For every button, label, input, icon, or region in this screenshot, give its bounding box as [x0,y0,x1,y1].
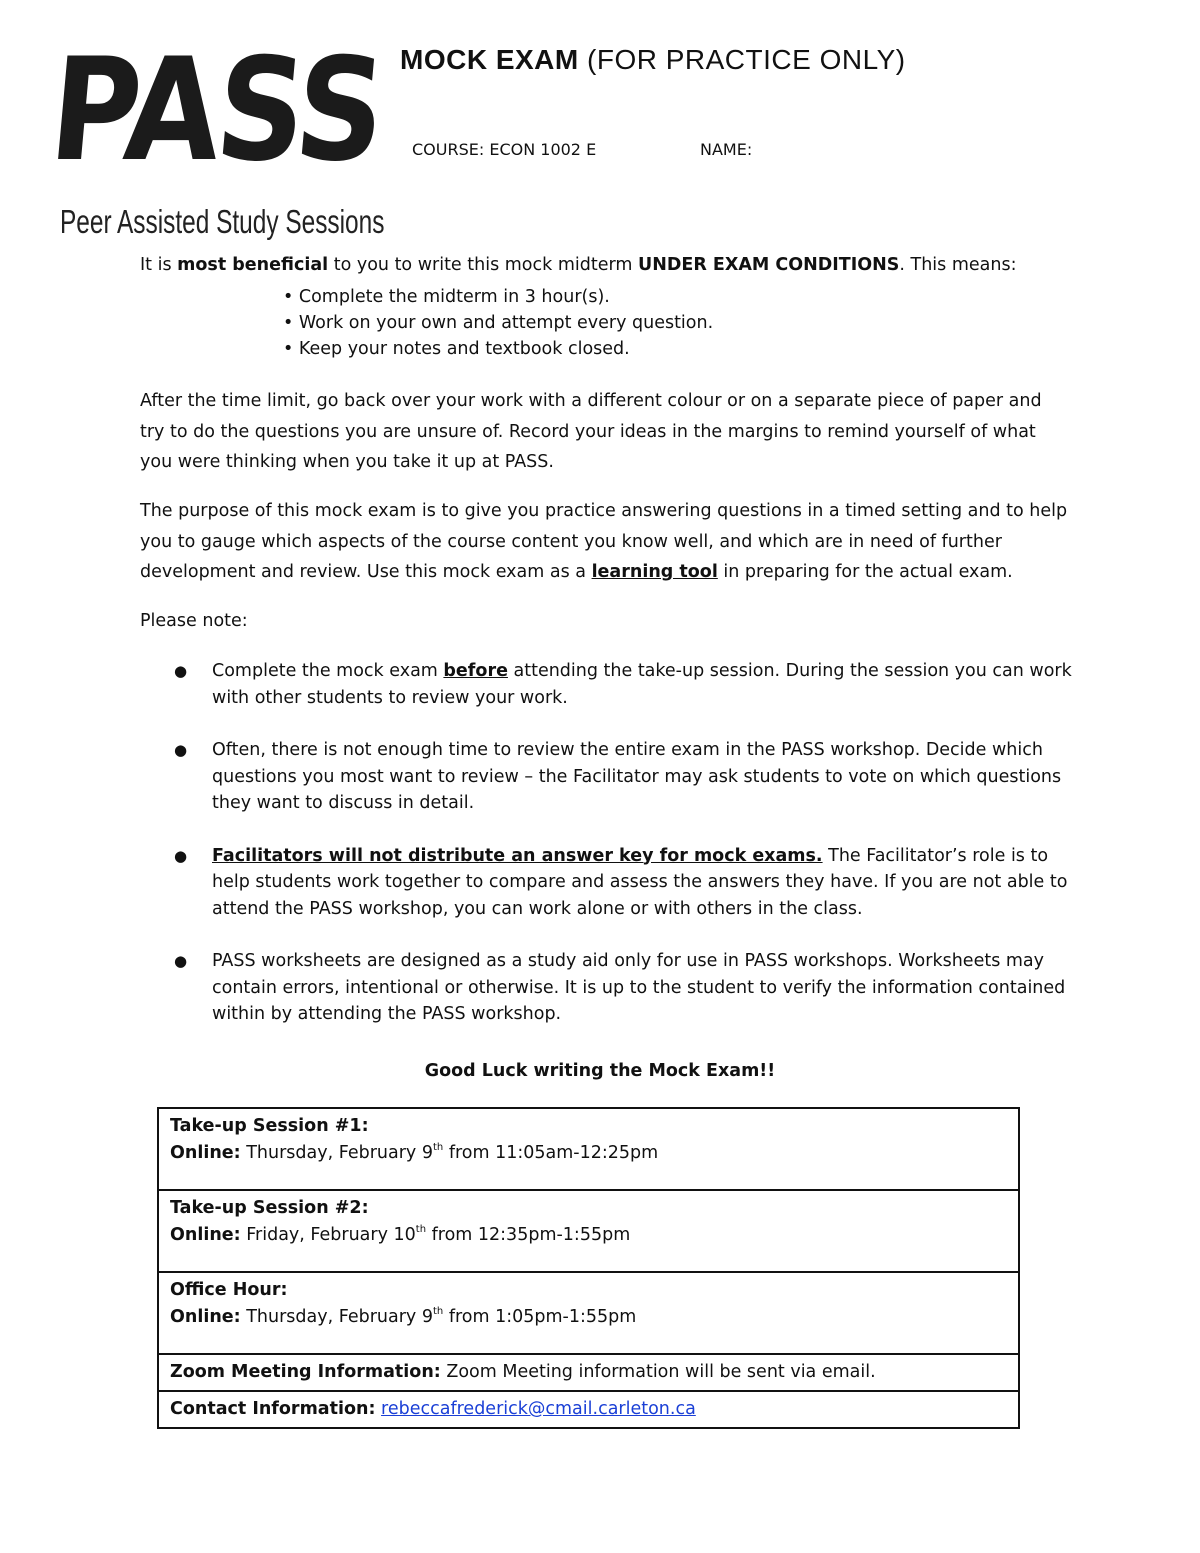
note-text: Complete the mock exam [212,661,444,681]
title-rest: (FOR PRACTICE ONLY) [587,44,906,75]
note-text: The Facilitator’s role is to help students work together to compare and assess the answers they have. If you are not able to attend the PASS workshop, you can work alone or with others in the class. [212,845,1068,919]
zoom-cell [158,1354,1019,1391]
table-row [158,1190,1019,1272]
bullet-icon: ● [174,846,188,865]
schedule-table [157,1107,1020,1429]
intro-text [140,255,1016,275]
note-item [174,658,1074,711]
online-label: Online: [170,1143,241,1163]
session-date: Friday, February 10 [240,1225,416,1245]
zoom-label: Zoom Meeting Information: [170,1362,441,1382]
intro-part: to you to write this mock midterm [328,255,638,275]
ordinal-suffix: th [415,1224,427,1235]
online-label: Online: [170,1225,241,1245]
bullet-icon: ● [174,952,188,970]
before-emphasis: before [443,661,508,681]
intro-part: . This means: [899,255,1017,275]
purpose-paragraph [140,496,1070,588]
session-time: from 12:35pm-1:55pm [426,1225,631,1245]
condition-item: • Keep your notes and textbook closed. [283,339,630,359]
note-item [174,843,1074,923]
session-time: from 11:05am-12:25pm [443,1143,659,1163]
session-heading: Take-up Session #2: [170,1198,369,1218]
session-cell [158,1108,1019,1190]
logo-wordmark: PASS [43,28,389,193]
purpose-text: in preparing for the actual exam. [717,562,1013,582]
session-date: Thursday, February 9 [240,1307,433,1327]
online-label: Online: [170,1307,241,1327]
session-date: Thursday, February 9 [240,1143,433,1163]
intro-bold: UNDER EXAM CONDITIONS [637,255,900,275]
table-row [158,1108,1019,1190]
logo-subtitle: Peer Assisted Study Sessions [60,203,385,240]
session-cell [158,1272,1019,1354]
session-heading: Office Hour: [170,1280,288,1300]
condition-item: • Complete the midterm in 3 hour(s). [283,287,610,307]
after-time-paragraph: After the time limit, go back over your work with a different colour or on a separate piece of paper and try to do the questions you are unsure of. Record your ideas in the margins to remind yourself of what you were thinking when you take it up at PASS. [140,391,1042,472]
purpose-text: The purpose of this mock exam is to give you practice answering questions in a timed setting and to help you to gauge which aspects of the course content you know well, and which are in need of further development and review. Use this mock exam as a [140,501,1068,582]
please-note-label: Please note: [140,611,248,631]
table-row [158,1272,1019,1354]
notes-list [174,658,1074,1028]
session-cell [158,1190,1019,1272]
contact-email-link[interactable]: rebeccafrederick@cmail.carleton.ca [381,1399,696,1419]
title-bold: MOCK EXAM [400,44,579,75]
intro-bold: most beneficial [177,255,329,275]
page-title [400,44,906,76]
contact-cell [158,1391,1019,1428]
note-text: attending the take-up session. During the session you can work with other students to review your work. [212,661,1072,708]
bullet-icon: ● [174,662,188,680]
name-label: NAME: [700,140,753,159]
learning-tool-emphasis: learning tool [591,562,718,582]
exam-conditions-list [283,284,713,362]
ordinal-suffix: th [432,1142,444,1153]
session-heading: Take-up Session #1: [170,1116,369,1136]
intro-part: It is [140,255,178,275]
condition-item: • Work on your own and attempt every question. [283,313,714,333]
pass-logo [43,28,389,240]
note-text: Often, there is not enough time to review the entire exam in the PASS workshop. Decide which questions you most want to review – the Facilitator may ask students to vote on which questions they want to discuss in detail. [212,740,1062,813]
bullet-icon: ● [174,741,188,759]
note-text: PASS worksheets are designed as a study aid only for use in PASS workshops. Worksheets may contain errors, intentional or otherwise. It is up to the student to verify the information contained within by attending the PASS workshop. [212,951,1066,1024]
session-time: from 1:05pm-1:55pm [443,1307,637,1327]
note-item [174,737,1074,817]
table-row [158,1354,1019,1391]
good-luck-heading: Good Luck writing the Mock Exam!! [424,1061,776,1081]
zoom-text: Zoom Meeting information will be sent via email. [440,1362,876,1382]
table-row [158,1391,1019,1428]
note-item [174,948,1074,1028]
contact-label: Contact Information: [170,1399,376,1419]
course-label: COURSE: ECON 1002 E [412,140,597,159]
answer-key-emphasis: Facilitators will not distribute an answer key for mock exams. [212,845,823,866]
ordinal-suffix: th [432,1306,444,1317]
